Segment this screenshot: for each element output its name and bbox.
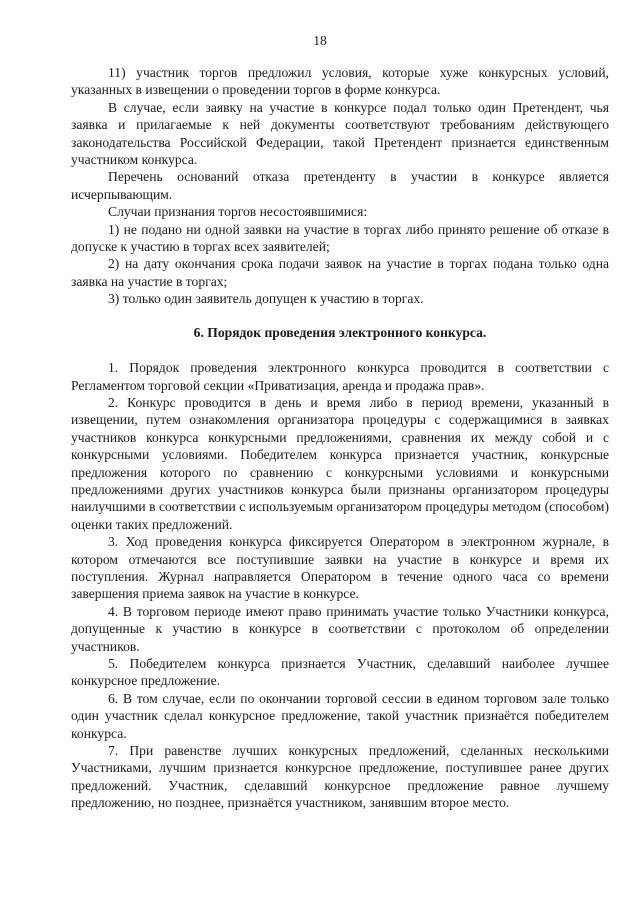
paragraph: В случае, если заявку на участие в конкурсе подал только один Претендент, чья заявка и прилагаемые к ней документы соответствуют требованиям действующего законодательства Российской Федерации, такой Претендент признается единственным участником конкурса. [71,99,609,168]
paragraph: 3. Ход проведения конкурса фиксируется Оператором в электронном журнале, в котором отмечаются все поступившие заявки на участие в конкурсе и время их поступления. Журнал направляется Оператором в течение одного часа со времени завершения приема заявок на участие в конкурсе. [71,534,609,602]
paragraph: 4. В торговом периоде имеют право принимать участие только Участники конкурса, допущенные к участию в конкурсе в соответствии с протоколом об определении участников. [71,603,609,654]
list-item: 3) только один заявитель допущен к участию в торгах. [108,291,424,307]
list-item: 1) не подано ни одной заявки на участие в торгах либо принято решение об отказе в допуске к участию в торгах всех заявителей; [71,221,609,255]
paragraph: Перечень оснований отказа претенденту в участии в конкурсе является исчерпывающим. [71,169,609,202]
list-item: 2) на дату окончания срока подачи заявок на участие в торгах подана только одна заявка на участие в торгах; [71,256,609,289]
document-body [71,64,609,812]
paragraph: 1. Порядок проведения электронного конкурса проводится в соответствии с Регламентом торговой секции «Приватизация, аренда и продажа прав». [71,360,609,393]
page-number: 18 [313,33,327,48]
section-heading: 6. Порядок проведения электронного конкурса. [193,324,487,340]
paragraph: 2. Конкурс проводится в день и время либо в период времени, указанный в извещении, путем ознакомления организатора процедуры с содержащимися в заявках участников конкурса конкурсными предложениями, сравнения их между собой и с конкурсными условиями. Победителем конкурса признается участник, конкурсные предложения которого по сравнению с конкурсными условиями и конкурсными предложениями других участников конкурса были признаны организатором процедуры наилучшими в соответствии с используемым организатором процедуры методом (способом) оценки таких предложений. [71,394,609,532]
paragraph: 6. В том случае, если по окончании торговой сессии в едином торговом зале только один участник сделал конкурсное предложение, такой участник признаётся победителем конкурса. [71,690,609,741]
paragraph: 7. При равенстве лучших конкурсных предложений, сделанных несколькими Участниками, лучшим признается конкурсное предложение, поступившее ранее других предложений. Участник, сделавший конкурсное предложение равное лучшему предложению, но позднее, признаётся участником, занявшим второе место. [71,743,609,811]
paragraph: 11) участник торгов предложил условия, которые хуже конкурсных условий, указанных в извещении о проведении торгов в форме конкурса. [71,65,609,98]
paragraph: Случаи признания торгов несостоявшимися: [108,204,368,220]
paragraph: 5. Победителем конкурса признается Участник, сделавший наиболее лучшее конкурсное предложение. [71,656,609,689]
